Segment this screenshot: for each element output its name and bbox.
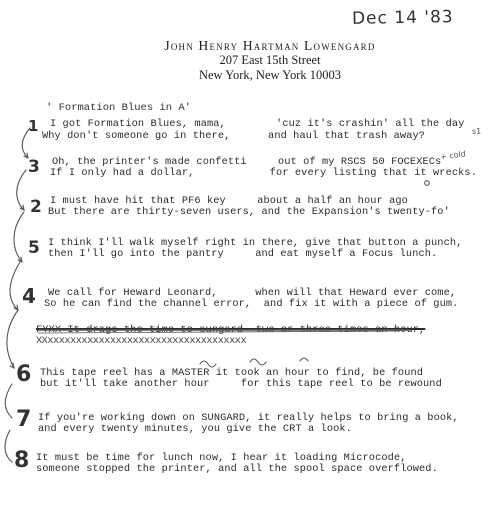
letterhead-name: John Henry Hartman Lowengard	[164, 38, 376, 53]
verse-line: Why don't someone go in there, and haul that trash away?	[42, 130, 426, 142]
verse-line: I think I'll walk myself right in there, give that button a punch,	[48, 237, 463, 249]
reorder-arrow	[5, 430, 12, 462]
verse-line: If I only had a dollar, for every listing that it wrecks.	[50, 167, 477, 179]
reorder-arrow	[5, 384, 12, 418]
margin-note-cold: + cold	[439, 149, 467, 162]
verse-line: then I'll go into the pantry and eat myself a Focus lunch.	[48, 248, 438, 260]
verse-line: but it'll take another hour for this tape reel to be rewound	[40, 378, 442, 390]
verse-line: If you're working down on SUNGARD, it really helps to bring a book,	[38, 412, 459, 424]
verse-line: someone stopped the printer, and all the spool space overflowed.	[36, 463, 438, 475]
verse-line: It must be time for lunch now, I hear it loading Microcode,	[36, 452, 407, 464]
struck-line: FYXX It drags the time to sungard two or three times an hour,	[36, 324, 426, 336]
verse-line: This tape reel has a MASTER it took an hour to find, be found	[40, 367, 424, 379]
struck-line: XXxxxxxxxxxxxxxxxxxxxxxxxxxxxxxxxxxxx	[36, 335, 247, 347]
verse-number: 8	[14, 448, 30, 473]
verse-line: I got Formation Blues, mama, 'cuz it's crashin' all the day	[50, 118, 465, 130]
reorder-arrow	[22, 128, 30, 158]
letterhead-city: New York, New York 10003	[198, 68, 342, 82]
verse-line: Oh, the printer's made confetti out of my RSCS 50 FOCEXECs	[52, 156, 442, 168]
verse-number: 5	[28, 238, 40, 258]
handwritten-date: Dec 14 '83	[351, 7, 454, 29]
verse-number: 3	[28, 157, 40, 177]
reorder-arrow	[14, 212, 24, 262]
verse-number: 4	[22, 284, 36, 308]
reorder-arrow	[17, 170, 26, 210]
reorder-arrow	[7, 310, 18, 368]
margin-note-s1: s1	[472, 127, 482, 136]
verse-line: But there are thirty-seven users, and the Expansion's twenty-fo'	[48, 206, 450, 218]
verse-line: I must have hit that PF6 key about a half an hour ago	[50, 195, 408, 207]
verse-line: We call for Heward Leonard, when will that Heward ever come,	[48, 287, 457, 299]
verse-number: 1	[28, 117, 39, 135]
reorder-arrow	[10, 262, 20, 310]
verse-number: 6	[16, 362, 32, 387]
verse-line: and every twenty minutes, you give the CRT a look.	[38, 423, 352, 435]
verse-number: 2	[30, 197, 42, 217]
letterhead-street: 207 East 15th Street	[219, 53, 321, 67]
verse-line: So he can find the channel error, and fix it with a piece of gum.	[44, 298, 459, 310]
verse-number: 7	[16, 407, 32, 432]
song-title: ' Formation Blues in A'	[46, 102, 191, 114]
